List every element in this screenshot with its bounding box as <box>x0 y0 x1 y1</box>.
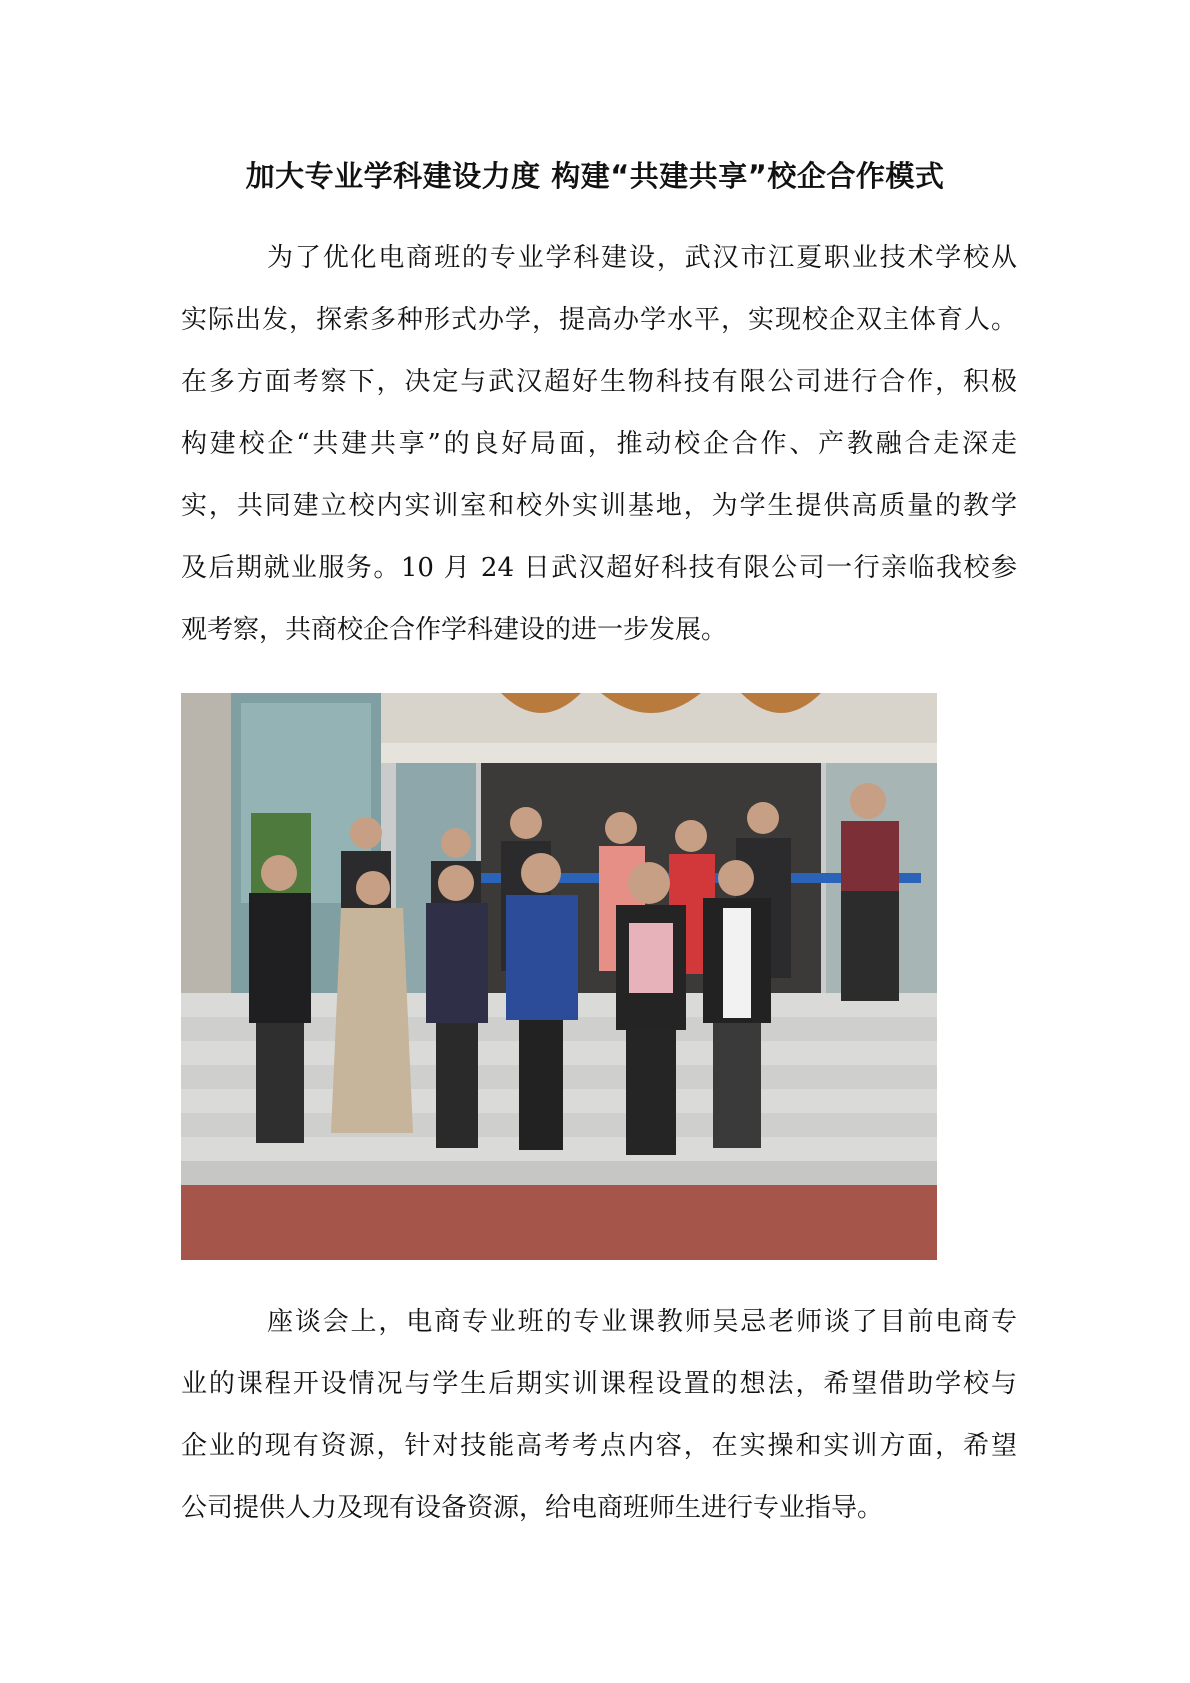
paragraph-line: 业的课程开设情况与学生后期实训课程设置的想法，希望借助学校与 <box>181 1369 1017 1399</box>
paragraph-line: 及后期就业服务。10 月 24 日武汉超好科技有限公司一行亲临我校参 <box>181 553 1017 583</box>
group-photo <box>181 693 937 1260</box>
paragraph-line: 在多方面考察下，决定与武汉超好生物科技有限公司进行合作，积极 <box>181 367 1017 397</box>
paragraph-line: 座谈会上，电商专业班的专业课教师吴忌老师谈了目前电商专 <box>267 1307 1017 1337</box>
paragraph-line: 观考察，共商校企合作学科建设的进一步发展。 <box>181 615 728 645</box>
paragraph-line: 构建校企“共建共享”的良好局面，推动校企合作、产教融合走深走 <box>181 429 1017 459</box>
document-title: 加大专业学科建设力度 构建“共建共享”校企合作模式 <box>245 159 945 193</box>
paragraph-line: 实，共同建立校内实训室和校外实训基地，为学生提供高质量的教学 <box>181 491 1017 521</box>
paragraph-line: 实际出发，探索多种形式办学，提高办学水平，实现校企双主体育人。 <box>181 305 1017 335</box>
paragraph-line: 公司提供人力及现有设备资源，给电商班师生进行专业指导。 <box>181 1493 884 1523</box>
paragraph-line: 为了优化电商班的专业学科建设，武汉市江夏职业技术学校从 <box>267 243 1017 273</box>
paragraph-meeting <box>181 1291 1017 1539</box>
paragraph-line: 企业的现有资源，针对技能高考考点内容，在实操和实训方面，希望 <box>181 1431 1017 1461</box>
paragraph-intro <box>181 227 1017 661</box>
